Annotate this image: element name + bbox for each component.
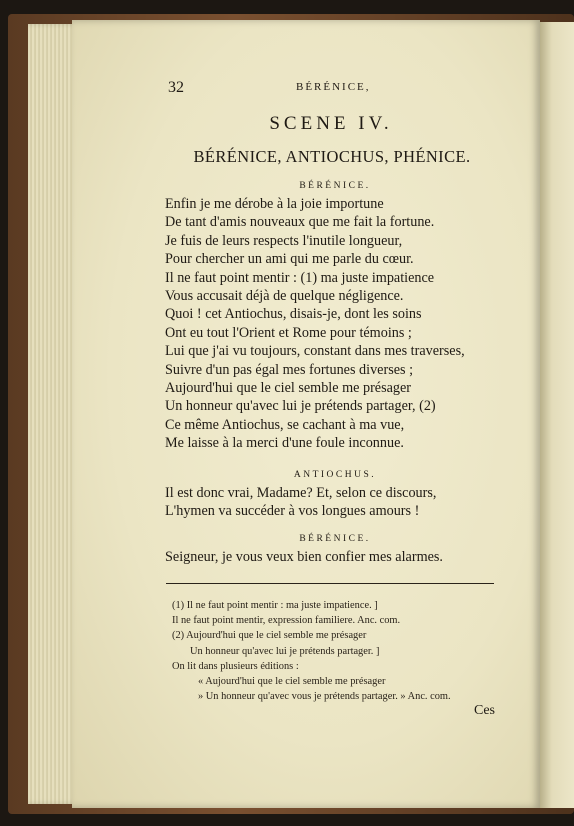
verse-line: Enfin je me dérobe à la joie importune (165, 196, 384, 212)
verse-block (165, 484, 505, 521)
speech-berenice-2 (165, 530, 505, 566)
footnote-line: Un honneur qu'avec lui je prétends partager. ] (190, 645, 380, 657)
verse-line: Aujourd'hui que le ciel semble me présager (165, 380, 412, 397)
footnote-line: Il ne faut point mentir, expression familiere. Anc. com. (172, 615, 401, 627)
character-list: BÉRÉNICE, ANTIOCHUS, PHÉNICE. (193, 147, 471, 166)
verse-line: Seigneur, je vous veux bien confier mes alarmes. (165, 549, 443, 565)
verse-line: Je fuis de leurs respects l'inutile longueur, (165, 232, 403, 249)
facing-page-edge (540, 22, 574, 808)
verse-block (165, 195, 505, 453)
footnote-line: (2) Aujourd'hui que le ciel semble me présager (172, 630, 367, 642)
verse-line: Ont eu tout l'Orient et Rome pour témoins ; (165, 324, 412, 341)
page-number: 32 (168, 79, 184, 96)
verse-line: De tant d'amis nouveaux que me fait la fortune. (165, 214, 435, 231)
footnotes (172, 598, 512, 704)
verse-line: Un honneur qu'avec lui je prétends partager, (2) (165, 398, 436, 415)
footnote-rule (166, 583, 494, 584)
running-title: BÉRÉNICE, (296, 81, 371, 93)
footnote-line: On lit dans plusieurs éditions : (172, 660, 299, 672)
catchword: Ces (474, 703, 495, 718)
verse-block (165, 548, 505, 566)
verse-line: L'hymen va succéder à vos longues amours ! (165, 503, 420, 520)
speech-antiochus (165, 466, 505, 521)
speaker-name: BÉRÉNICE. (299, 181, 371, 191)
verse-line: Quoi ! cet Antiochus, disais-je, dont les soins (165, 306, 422, 323)
verse-line: Vous accusait déjà de quelque négligence. (165, 288, 404, 305)
verse-line: Il est donc vrai, Madame? Et, selon ce discours, (165, 485, 437, 501)
footnote-line: (1) Il ne faut point mentir : ma juste impatience. ] (172, 600, 378, 611)
verse-line: Ce même Antiochus, se cachant à ma vue, (165, 416, 405, 433)
verse-line: Il ne faut point mentir : (1) ma juste impatience (165, 269, 435, 286)
speaker-name: BÉRÉNICE. (299, 534, 371, 544)
speaker-name: ANTIOCHUS. (293, 470, 377, 480)
speech-berenice-1 (165, 177, 505, 453)
page-header (168, 79, 488, 101)
verse-line: Suivre d'un pas égal mes fortunes diverses ; (165, 361, 414, 378)
verse-line: Pour chercher un ami qui me parle du cœur. (165, 251, 414, 268)
footnote-line: « Aujourd'hui que le ciel semble me présager (198, 676, 386, 688)
scene-title: SCENE IV. (269, 113, 393, 134)
verse-line: Me laisse à la merci d'une foule inconnue. (165, 435, 404, 452)
footnote-line: » Un honneur qu'avec vous je prétends partager. » Anc. com. (198, 691, 451, 703)
verse-line: Lui que j'ai vu toujours, constant dans mes traverses, (165, 343, 465, 360)
